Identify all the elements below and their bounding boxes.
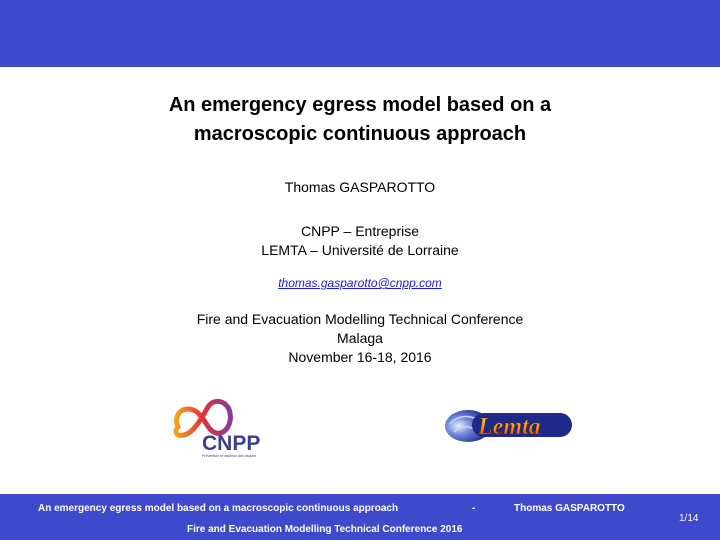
slide-title [0, 91, 720, 149]
footer-talk-title: An emergency egress model based on a macroscopic continuous approach [38, 503, 399, 514]
affiliations [0, 222, 720, 260]
header-bar [0, 0, 720, 67]
footer-page-number: 1/14 [679, 513, 699, 524]
affiliation-lemta: LEMTA – Université de Lorraine [261, 242, 459, 258]
title-line-2: macroscopic continuous approach [193, 123, 527, 145]
footer-conference: Fire and Evacuation Modelling Technical Conference 2016 [187, 524, 463, 535]
email-line [0, 276, 720, 290]
conference-info [0, 310, 720, 367]
conference-dates: November 16-18, 2016 [288, 349, 432, 365]
footer-author: Thomas GASPAROTTO [514, 503, 625, 514]
conference-location: Malaga [337, 330, 383, 346]
affiliation-cnpp: CNPP – Entreprise [300, 223, 419, 239]
footer-separator: - [472, 503, 476, 514]
email-link[interactable]: thomas.gasparotto@cnpp.com [278, 276, 442, 290]
cnpp-logo [170, 393, 272, 459]
footer-bar [0, 494, 720, 540]
lemta-logo-text: Lemta [478, 414, 541, 440]
cnpp-logo-text: CNPP [202, 432, 261, 455]
lemta-logo [444, 406, 576, 444]
author-name: Thomas GASPAROTTO [284, 179, 436, 195]
title-line-1: An emergency egress model based on a [168, 94, 552, 116]
cnpp-logo-tagline: Prévention et maîtrise des risques [202, 454, 257, 458]
conference-name: Fire and Evacuation Modelling Technical Conference [196, 311, 524, 327]
cnpp-swirl-icon [176, 401, 230, 435]
